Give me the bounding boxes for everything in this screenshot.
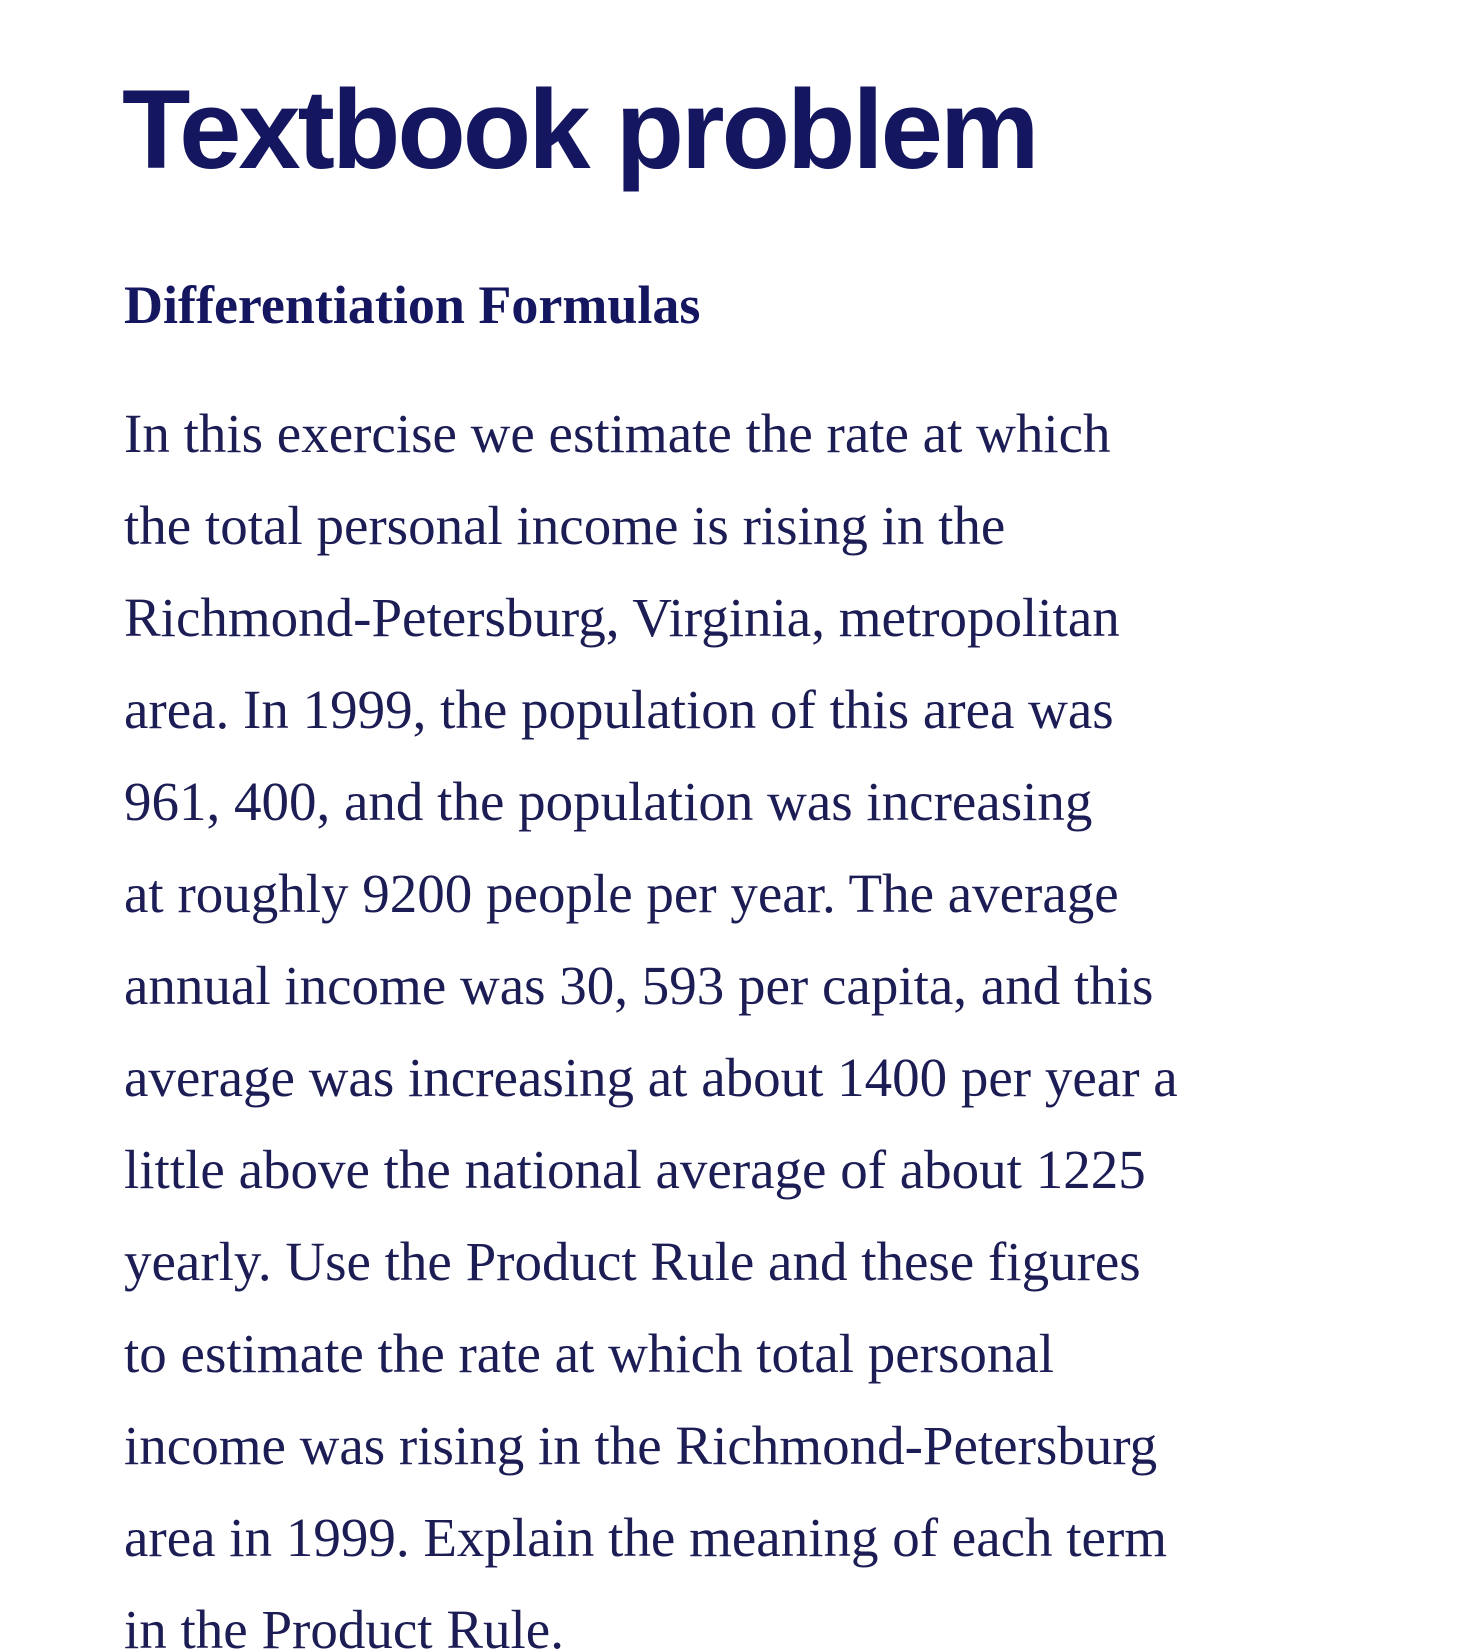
- problem-line: Richmond-Petersburg, Virginia, metropolitan: [124, 587, 1120, 648]
- problem-statement: [124, 388, 1424, 1651]
- section-heading: Differentiation Formulas: [124, 275, 701, 335]
- problem-line: at roughly 9200 people per year. The average: [124, 863, 1119, 924]
- problem-line: income was rising in the Richmond-Petersburg: [124, 1415, 1158, 1476]
- problem-line: area. In 1999, the population of this area was: [124, 679, 1114, 740]
- problem-line: the total personal income is rising in the: [124, 495, 1006, 556]
- problem-line: area in 1999. Explain the meaning of each term: [124, 1507, 1168, 1568]
- problem-line: to estimate the rate at which total personal: [124, 1323, 1055, 1384]
- problem-line: little above the national average of about 1225: [124, 1139, 1146, 1200]
- problem-line: in the Product Rule.: [124, 1599, 564, 1651]
- problem-line: annual income was 30, 593 per capita, and this: [124, 955, 1154, 1016]
- problem-line: 961, 400, and the population was increasing: [124, 771, 1093, 832]
- problem-line: average was increasing at about 1400 per year a: [124, 1047, 1178, 1108]
- page-title: Textbook problem: [122, 67, 1037, 192]
- problem-line: yearly. Use the Product Rule and these figures: [124, 1231, 1141, 1292]
- problem-line: In this exercise we estimate the rate at which: [124, 403, 1111, 464]
